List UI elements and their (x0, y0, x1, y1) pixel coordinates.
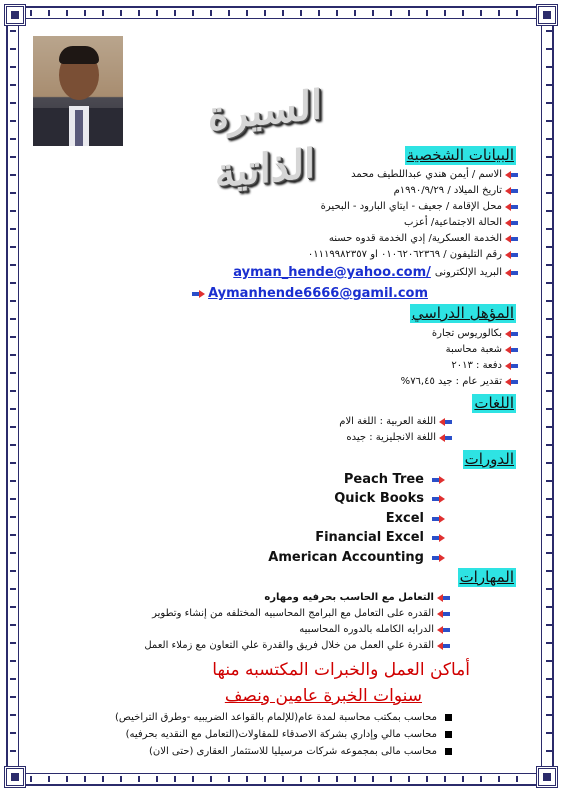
section-heading-skills: المهارات (459, 568, 514, 586)
square-bullet-icon (445, 748, 452, 755)
arrow-bullet-icon (432, 514, 444, 524)
email-row-2 (192, 286, 428, 301)
arrow-bullet-icon (506, 202, 518, 212)
section-heading-languages: اللغات (474, 394, 514, 412)
personal-row: تاريخ الميلاد / ١٩٩٠/٩/٢٩م (394, 183, 518, 198)
corner-ornament-top-left (4, 4, 26, 26)
course-item: Quick Books (334, 491, 444, 506)
arrow-bullet-icon (506, 345, 518, 355)
education-row: دفعة : ٢٠١٣ (451, 358, 518, 373)
personal-row: رقم التليفون / ٠١٠٦٢٠٦٢٣٦٩ او ٠١١١٩٩٨٢٣٥٧ (308, 247, 518, 262)
corner-ornament-bottom-left (4, 766, 26, 788)
section-heading-personal: البيانات الشخصية (406, 146, 514, 164)
arrow-bullet-icon (506, 218, 518, 228)
border-pattern-top (30, 10, 530, 16)
skill-row: القدرة علي العمل من خلال فريق والقدرة علي التعاون مع زملاء العمل (144, 638, 450, 653)
arrow-bullet-icon (506, 268, 518, 278)
arrow-bullet-icon (438, 609, 450, 619)
border-pattern-left (10, 30, 16, 760)
cv-title: السيرة الذاتية (207, 81, 323, 198)
experience-item: محاسب بمكتب محاسبة لمدة عام(للإلمام بالقواعد الضريبيه -وطرق التراخيص) (115, 712, 452, 723)
arrow-bullet-icon (432, 553, 444, 563)
course-item: American Accounting (268, 550, 444, 565)
arrow-bullet-icon (432, 494, 444, 504)
square-bullet-icon (445, 731, 452, 738)
arrow-bullet-icon (192, 289, 204, 299)
email-row: البريد الإلكترونى ayman_hende@yahoo.com/ (233, 265, 518, 280)
personal-row: الاسم / أيمن هندي عبداللطيف محمد (351, 167, 518, 182)
border-pattern-bottom (30, 776, 530, 782)
arrow-bullet-icon (506, 186, 518, 196)
section-heading-courses: الدورات (464, 450, 514, 468)
language-row: اللغة العربية : اللغة الام (339, 414, 452, 429)
course-item: Financial Excel (315, 530, 444, 545)
arrow-bullet-icon (506, 361, 518, 371)
email-link-1[interactable]: ayman_hende@yahoo.com/ (233, 265, 431, 280)
email-link-2[interactable]: Aymanhende6666@gamil.com (208, 286, 428, 301)
profile-photo (33, 36, 123, 146)
arrow-bullet-icon (438, 641, 450, 651)
arrow-bullet-icon (506, 170, 518, 180)
corner-ornament-bottom-right (536, 766, 558, 788)
arrow-bullet-icon (432, 475, 444, 485)
education-row: بكالوريوس تجارة (432, 326, 518, 341)
arrow-bullet-icon (440, 433, 452, 443)
course-item: Excel (386, 511, 444, 526)
border-pattern-right (546, 30, 552, 760)
arrow-bullet-icon (432, 533, 444, 543)
section-heading-education: المؤهل الدراسي (411, 304, 514, 322)
personal-row: الخدمة العسكرية/ إدي الخدمة قدوه حسنه (329, 231, 518, 246)
arrow-bullet-icon (506, 377, 518, 387)
education-row: تقدير عام : جيد ٧٦,٤٥% (401, 374, 518, 389)
arrow-bullet-icon (506, 250, 518, 260)
corner-ornament-top-right (536, 4, 558, 26)
arrow-bullet-icon (438, 625, 450, 635)
education-row: شعبة محاسبة (446, 342, 518, 357)
skill-row: الدرايه الكامله بالدوره المحاسبيه (299, 622, 450, 637)
experience-item: محاسب مالى بمجموعه شركات مرسيليا للاستثمار العقارى (حتى الان) (149, 746, 452, 757)
arrow-bullet-icon (506, 234, 518, 244)
language-row: اللغة الانجليزية : جيده (346, 430, 452, 445)
arrow-bullet-icon (440, 417, 452, 427)
arrow-bullet-icon (438, 593, 450, 603)
square-bullet-icon (445, 714, 452, 721)
experience-years: سنوات الخبرة عامين ونصف (224, 686, 422, 706)
personal-row: محل الإقامة / جعيف - ايتاي البارود - البحيرة (321, 199, 518, 214)
arrow-bullet-icon (506, 329, 518, 339)
skill-row: التعامل مع الحاسب بحرفيه ومهاره (264, 590, 450, 605)
personal-row: الحالة الاجتماعية/ أعزب (404, 215, 518, 230)
work-heading: أماكن العمل والخبرات المكتسبه منها (212, 660, 470, 680)
skill-row: القدره على التعامل مع البرامج المحاسبيه المختلفه من إنشاء وتطوير (152, 606, 450, 621)
course-item: Peach Tree (344, 472, 444, 487)
experience-item: محاسب مالي وإداري بشركة الاصدقاء للمقاولات(التعامل مع النقديه بحرفيه) (126, 729, 452, 740)
